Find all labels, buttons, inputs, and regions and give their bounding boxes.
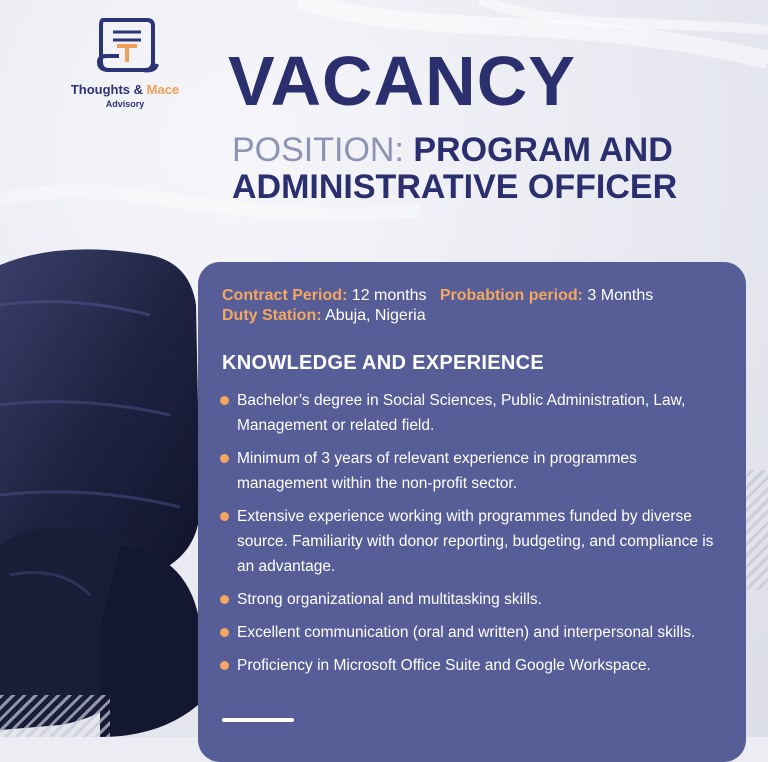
list-item: Strong organizational and multitasking skills. xyxy=(220,587,730,612)
duty-station-label: Duty Station: xyxy=(222,307,322,324)
contract-period-value: 12 months xyxy=(351,287,427,304)
meta-row-1 xyxy=(222,286,653,306)
list-item: Excellent communication (oral and written) and interpersonal skills. xyxy=(220,620,730,645)
logo-subtitle: Advisory xyxy=(105,99,145,109)
company-logo xyxy=(60,14,190,109)
bullet-icon xyxy=(220,512,229,521)
bullet-icon xyxy=(220,628,229,637)
logo-name: Thoughts & Mace xyxy=(70,82,180,97)
divider xyxy=(222,718,294,722)
bullet-icon xyxy=(220,396,229,405)
scroll-icon xyxy=(89,14,161,78)
probation-period-label: Probabtion period: xyxy=(439,287,583,304)
page-title: VACANCY xyxy=(228,42,576,120)
list-item: Minimum of 3 years of relevant experience in programmes management within the non-profit sector. xyxy=(220,446,730,496)
probation-period-value: 3 Months xyxy=(587,287,654,304)
requirements-list xyxy=(220,388,730,686)
position-label: POSITION: xyxy=(232,131,414,169)
position-value: PROGRAM AND ADMINISTRATIVE OFFICER xyxy=(232,131,678,206)
bullet-icon xyxy=(220,454,229,463)
section-title: KNOWLEDGE AND EXPERIENCE xyxy=(222,352,545,374)
office-chair-image xyxy=(0,245,230,737)
job-details-card xyxy=(198,262,746,762)
list-item: Extensive experience working with programmes funded by diverse source. Familiarity with donor reporting, budgeting, and compliance is an advantage. xyxy=(220,504,730,579)
job-meta xyxy=(222,286,653,326)
position-heading xyxy=(232,132,752,206)
bullet-icon xyxy=(220,595,229,604)
list-item: Bachelor’s degree in Social Sciences, Public Administration, Law, Management or related field. xyxy=(220,388,730,438)
list-item: Proficiency in Microsoft Office Suite and Google Workspace. xyxy=(220,653,730,678)
bullet-icon xyxy=(220,661,229,670)
decorative-hatch-bottom xyxy=(0,695,110,737)
contract-period-label: Contract Period: xyxy=(222,287,348,304)
duty-station-value: Abuja, Nigeria xyxy=(325,307,426,324)
meta-row-2 xyxy=(222,306,653,326)
